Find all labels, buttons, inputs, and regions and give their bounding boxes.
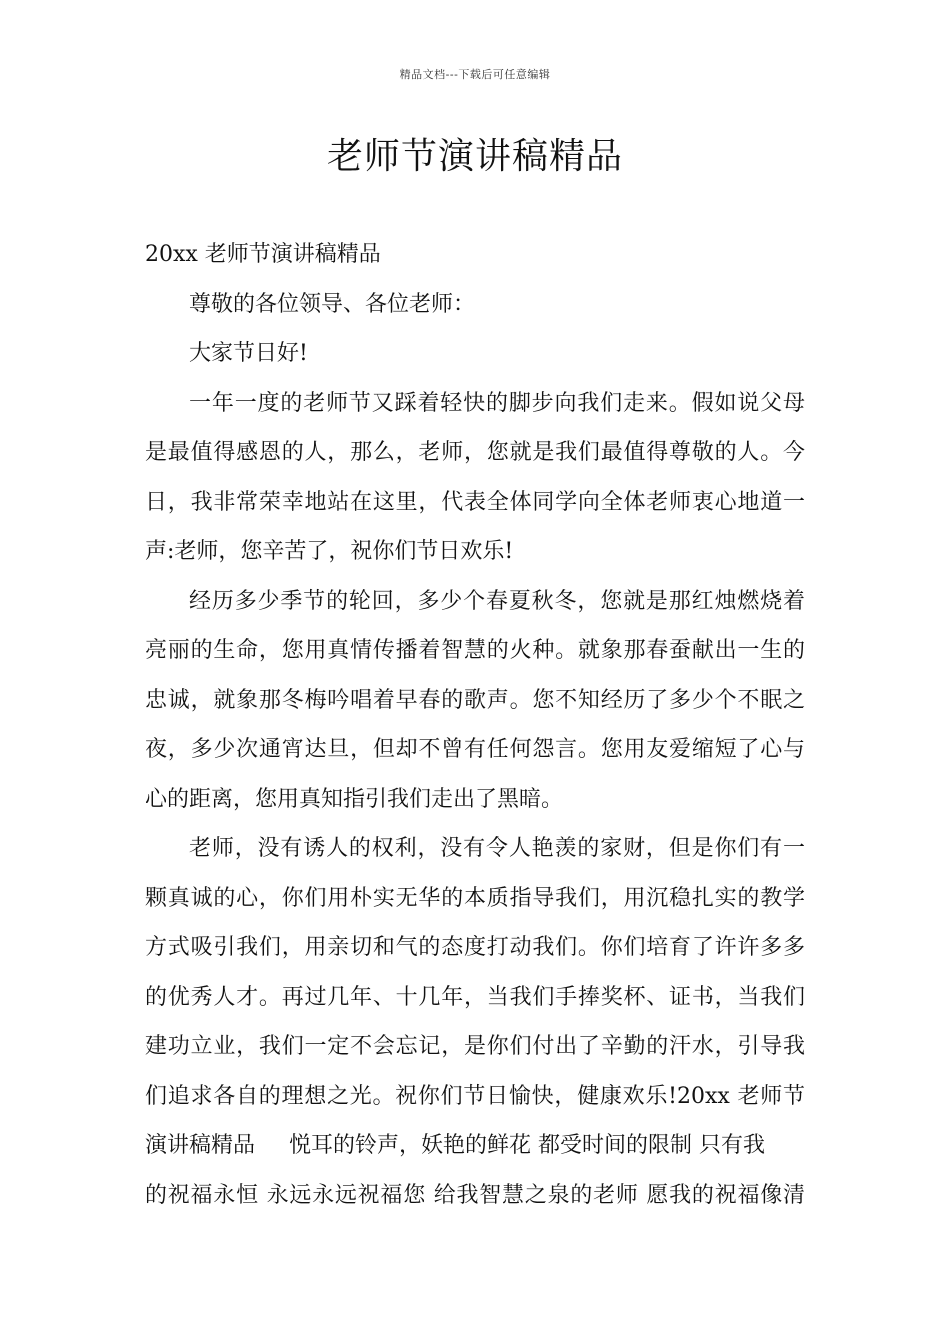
header-note: 精品文档---下载后可任意编辑 [399,68,551,81]
paragraph-line: 忠诚，就象那冬梅吟唱着早春的歌声。您不知经历了多少个不眠之 [145,687,805,713]
paragraph-line: 颗真诚的心，你们用朴实无华的本质指导我们，用沉稳扎实的教学 [145,885,805,911]
paragraph-line: 亮丽的生命，您用真情传播着智慧的火种。就象那春蚕献出一生的 [145,638,805,663]
paragraph-line: 建功立业，我们一定不会忘记，是你们付出了辛勤的汗水，引导我 [145,1034,805,1059]
paragraph-2 [145,577,805,825]
paragraph-line: 的优秀人才。再过几年、十几年，当我们手捧奖杯、证书，当我们 [145,984,805,1010]
paragraph-line [145,1121,805,1171]
paragraph-line: 夜，多少次通宵达旦，但却不曾有任何怨言。您用友爱缩短了心与 [145,737,805,762]
paragraph-line: 是最值得感恩的人，那么，老师，您就是我们最值得尊敬的人。今 [145,440,805,465]
paragraph-line: 声:老师，您辛苦了，祝你们节日欢乐! [145,539,514,564]
paragraph-3 [145,824,805,1220]
paragraph-line-part: 演讲稿精品 [145,1133,256,1158]
paragraph-line: 老师，没有诱人的权利，没有令人艳羡的家财，但是你们有一 [189,836,805,861]
paragraph-line: 方式吸引我们，用亲切和气的态度打动我们。你们培育了许许多多 [145,935,805,960]
paragraph-line: 们追求各自的理想之光。祝你们节日愉快，健康欢乐!20xx 老师节 [145,1083,805,1109]
paragraph-line: 日，我非常荣幸地站在这里，代表全体同学向全体老师衷心地道一 [145,489,805,515]
paragraph-line: 的祝福永恒 永远永远祝福您 给我智慧之泉的老师 愿我的祝福像清 [145,1182,805,1208]
paragraph-line: 一年一度的老师节又踩着轻快的脚步向我们走来。假如说父母 [189,390,805,416]
subtitle-line: 20xx 老师节演讲稿精品 [145,242,381,267]
salutation: 尊敬的各位领导、各位老师： [189,291,476,317]
paragraph-1 [145,379,805,577]
paragraph-line: 经历多少季节的轮回，多少个春夏秋冬，您就是那红烛燃烧着 [189,588,805,614]
greeting: 大家节日好! [189,341,308,366]
document-title: 老师节演讲稿精品 [326,136,623,177]
paragraph-line: 心的距离，您用真知指引我们走出了黑暗。 [145,786,564,812]
document-body [145,230,805,1220]
paragraph-line-part: 悦耳的铃声，妖艳的鲜花 都受时间的限制 只有我 [289,1133,766,1158]
